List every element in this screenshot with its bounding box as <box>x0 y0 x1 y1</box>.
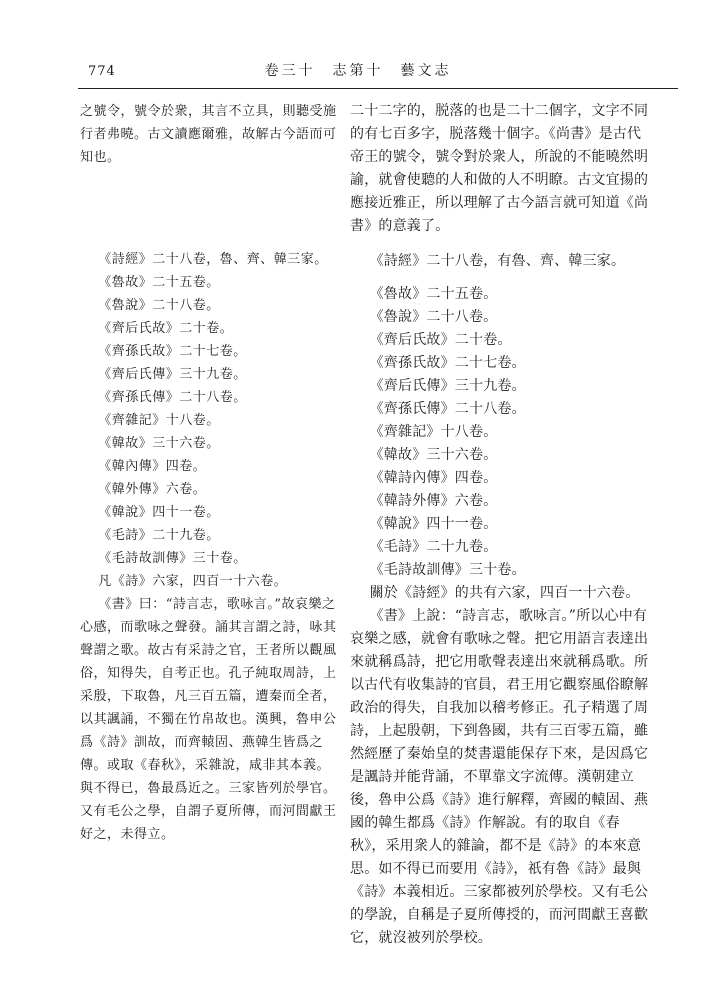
right-list-item: 《齊孫氏故》二十七卷。 <box>369 355 526 371</box>
right-list-item: 《齊后氏傳》三十九卷。 <box>369 378 526 394</box>
left-shi-section <box>80 248 342 846</box>
right-list-item: 《韓詩內傳》四卷。 <box>369 470 498 486</box>
left-shi-title: 《詩經》二十八卷，魯、齊、韓三家。 <box>98 252 328 267</box>
left-list-item: 《齊雜記》十八卷。 <box>98 413 220 428</box>
left-list-item: 《齊后氏故》二十卷。 <box>98 321 234 336</box>
running-head: 卷三十 志第十 藝文志 <box>264 63 452 79</box>
left-list-item: 《韓說》四十一卷。 <box>98 505 220 520</box>
left-list-item: 《齊孫氏傳》二十八卷。 <box>98 390 247 405</box>
right-list-item: 《韓說》四十一卷。 <box>369 516 498 532</box>
left-list-item: 《韓外傳》六卷。 <box>98 482 207 497</box>
left-list-item: 《毛詩故訓傳》三十卷。 <box>98 551 247 566</box>
right-intro-fragment: 二十二字的，脱落的也是二十二個字，文字不同的有七百多字，脱落幾十個字。《尚書》是古代帝王的號令，號令對於衆人，所說的不能曉然明諭，就會使聽的人和做的人不明瞭。古文宜揚的應接近雅正，所以理解了古今語言就可知道《尚書》的意義了。 <box>350 103 649 234</box>
right-list-item: 《毛詩》二十九卷。 <box>369 539 498 555</box>
right-list-item: 《毛詩故訓傳》三十卷。 <box>369 562 526 578</box>
right-list-item: 《齊雜記》十八卷。 <box>369 424 498 440</box>
left-list-item: 《韓內傳》四卷。 <box>98 459 207 474</box>
header-rule <box>78 88 678 89</box>
page-number: 774 <box>88 64 116 79</box>
right-shi-title: 《詩經》二十八卷，有魯、齊、韓三家。 <box>369 253 626 269</box>
left-intro-fragment: 之號令，號令於衆，其言不立具，則聽受施行者弗曉。古文讀應爾雅，故解古今語而可知也。 <box>80 104 337 165</box>
right-list-item: 《韓故》三十六卷。 <box>369 447 498 463</box>
left-list-item: 《魯說》二十八卷。 <box>98 298 220 313</box>
right-column <box>350 100 650 238</box>
left-list-item: 《齊后氏傳》三十九卷。 <box>98 367 247 382</box>
left-column <box>80 100 342 169</box>
left-list-item: 《韓故》三十六卷。 <box>98 436 220 451</box>
right-list-item: 《魯說》二十八卷。 <box>369 309 498 325</box>
left-list-item: 《齊孫氏故》二十七卷。 <box>98 344 247 359</box>
right-shi-section <box>350 250 650 950</box>
right-list-item: 《韓詩外傳》六卷。 <box>369 493 498 509</box>
left-summary-line: 凡《詩》六家，四百一十六卷。 <box>98 574 288 589</box>
right-summary-line: 關於《詩經》的共有六家，四百一十六卷。 <box>369 585 640 601</box>
right-list-item: 《齊后氏故》二十卷。 <box>369 332 512 348</box>
right-list-item: 《魯故》二十五卷。 <box>369 286 498 302</box>
left-list-item: 《魯故》二十五卷。 <box>98 275 220 290</box>
right-list-item: 《齊孫氏傳》二十八卷。 <box>369 401 526 417</box>
left-essay: 《書》曰：“詩言志，歌咏言。”故哀樂之心感，而歌咏之聲發。誦其言謂之詩，咏其聲謂之歌。故古有采詩之官，王者所以觀風俗，知得失，自考正也。孔子純取周詩，上采殷，下取魯，凡三百五篇，遭秦而全者，以其諷誦，不獨在竹帛故也。漢興，魯申公爲《詩》訓故，而齊轅固、燕韓生皆爲之傳。或取《春秋》，采雜說，咸非其本義。與不得已，魯最爲近之。三家皆列於學官。又有毛公之學，自謂子夏所傳，而河間獻王好之，未得立。 <box>80 597 337 842</box>
left-list-item: 《毛詩》二十九卷。 <box>98 528 220 543</box>
right-essay: 《書》上說：“詩言志，歌咏言。”所以心中有哀樂之感，就會有歌咏之聲。把它用語言表達出來就稱爲詩，把它用歌聲表達出來就稱爲歌。所以古代有收集詩的官員，君王用它觀察風俗瞭解政治的得失，自我加以稽考修正。孔子精選了周詩，上起殷朝，下到魯國，共有三百零五篇，雖然經歷了秦始皇的焚書還能保存下來，是因爲它是諷詩并能背誦，不單靠文字流傳。漢朝建立後，魯申公爲《詩》進行解釋，齊國的轅固、燕國的韓生都爲《詩》作解說。有的取自《春秋》，采用衆人的雜論，都不是《詩》的本來意思。如不得已而要用《詩》，祇有魯《詩》最與《詩》本義相近。三家都被列於學校。又有毛公的學說，自稱是子夏所傳授的，而河間獻王喜歡它，就沒被列於學校。 <box>350 608 649 946</box>
